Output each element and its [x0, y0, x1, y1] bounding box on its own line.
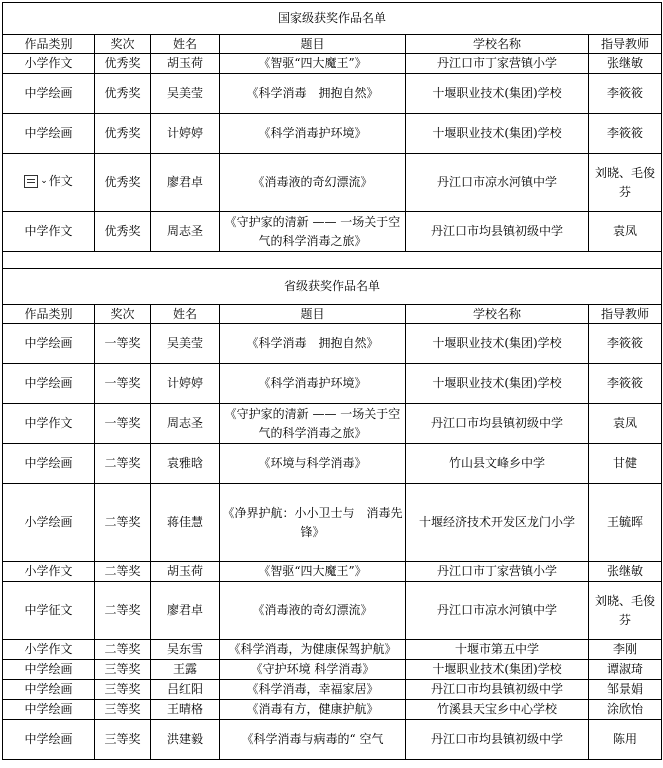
provincial-title: 省级获奖作品名单 — [3, 269, 662, 305]
cell-name: 胡玉荷 — [151, 54, 220, 74]
cell-teacher: 涂欣怡 — [589, 700, 662, 720]
cell-topic: 《科学消毒护环境》 — [220, 114, 406, 154]
column-header: 奖次 — [95, 305, 151, 324]
table-row — [3, 720, 662, 760]
provincial-header-row — [3, 305, 662, 324]
cell-award: 一等奖 — [95, 324, 151, 364]
cell-award: 优秀奖 — [95, 212, 151, 252]
cell-name: 王露 — [151, 660, 220, 680]
awards-table — [2, 2, 662, 760]
cell-school: 丹江口市凉水河镇中学 — [406, 154, 589, 212]
cell-award: 二等奖 — [95, 444, 151, 484]
cell-teacher: 甘健 — [589, 444, 662, 484]
cell-school: 竹山县文峰乡中学 — [406, 444, 589, 484]
cell-teacher: 邹景娟 — [589, 680, 662, 700]
cell-name: 吴东雪 — [151, 640, 220, 660]
cell-teacher: 陈用 — [589, 720, 662, 760]
table-row — [3, 660, 662, 680]
cell-school: 丹江口市均县镇初级中学 — [406, 680, 589, 700]
cell-topic: 《净界护航：小小卫士与 消毒先锋》 — [220, 484, 406, 562]
cell-topic: 《消毒液的奇幻漂流》 — [220, 154, 406, 212]
column-header: 姓名 — [151, 305, 220, 324]
cell-teacher: 李筱筱 — [589, 114, 662, 154]
cell-school: 丹江口市均县镇初级中学 — [406, 720, 589, 760]
cell-cat: 小学作文 — [3, 640, 95, 660]
table-row — [3, 404, 662, 444]
cell-name: 周志圣 — [151, 212, 220, 252]
national-title-row — [3, 3, 662, 35]
cell-award: 二等奖 — [95, 484, 151, 562]
cell-cat: 中学绘画 — [3, 324, 95, 364]
table-row — [3, 444, 662, 484]
cell-school: 竹溪县天宝乡中心学校 — [406, 700, 589, 720]
cell-school: 丹江口市均县镇初级中学 — [406, 212, 589, 252]
table-row — [3, 484, 662, 562]
cell-name: 廖君卓 — [151, 154, 220, 212]
table-row — [3, 582, 662, 640]
cell-teacher: 李筱筱 — [589, 74, 662, 114]
cell-topic: 《科学消毒，幸福家居》 — [220, 680, 406, 700]
cell-cat: 中学作文 — [3, 212, 95, 252]
table-row — [3, 212, 662, 252]
cell-name: 胡玉荷 — [151, 562, 220, 582]
cell-award: 二等奖 — [95, 562, 151, 582]
table-row — [3, 680, 662, 700]
column-header: 指导教师 — [589, 35, 662, 54]
cell-cat: 中学征文 — [3, 582, 95, 640]
cell-award: 一等奖 — [95, 364, 151, 404]
cell-cat: 小学绘画 — [3, 484, 95, 562]
cell-topic: 《智驱“四大魔王”》 — [220, 562, 406, 582]
cell-school: 十堰职业技术(集团)学校 — [406, 74, 589, 114]
cell-topic: 《守护家的清新 —— 一场关于空气的科学消毒之旅》 — [220, 404, 406, 444]
cell-cat — [3, 154, 95, 212]
cell-school: 十堰职业技术(集团)学校 — [406, 324, 589, 364]
cell-name: 洪建毅 — [151, 720, 220, 760]
cell-cat: 小学作文 — [3, 562, 95, 582]
cell-name: 廖君卓 — [151, 582, 220, 640]
provincial-title-row — [3, 269, 662, 305]
cell-teacher: 李刚 — [589, 640, 662, 660]
cell-topic: 《消毒有方，健康护航》 — [220, 700, 406, 720]
cell-award: 优秀奖 — [95, 74, 151, 114]
cell-award: 三等奖 — [95, 660, 151, 680]
cell-school: 丹江口市丁家营镇小学 — [406, 54, 589, 74]
section-gap — [3, 252, 662, 269]
cell-cat: 中学绘画 — [3, 680, 95, 700]
cell-cat: 中学绘画 — [3, 660, 95, 680]
cell-school: 丹江口市丁家营镇小学 — [406, 562, 589, 582]
cell-topic: 《科学消毒 拥抱自然》 — [220, 74, 406, 114]
national-title: 国家级获奖作品名单 — [3, 3, 662, 35]
section-gap-cell — [3, 252, 662, 269]
cell-teacher: 刘晓、毛俊芬 — [589, 582, 662, 640]
cell-award: 一等奖 — [95, 404, 151, 444]
cell-name: 袁雅晗 — [151, 444, 220, 484]
cell-cat: 中学作文 — [3, 404, 95, 444]
cell-school: 十堰经济技术开发区龙门小学 — [406, 484, 589, 562]
cell-name: 王晴格 — [151, 700, 220, 720]
cell-teacher: 谭淑琦 — [589, 660, 662, 680]
cell-school: 丹江口市凉水河镇中学 — [406, 582, 589, 640]
cell-topic: 《守护家的清新 —— 一场关于空气的科学消毒之旅》 — [220, 212, 406, 252]
column-header: 作品类别 — [3, 35, 95, 54]
chevron-down-icon[interactable]: ⌄ — [40, 175, 48, 186]
table-row — [3, 74, 662, 114]
cell-teacher: 李筱筱 — [589, 364, 662, 404]
cell-topic: 《科学消毒与病毒的“ 空气 — [220, 720, 406, 760]
cell-name: 蒋佳慧 — [151, 484, 220, 562]
cell-school: 十堰职业技术(集团)学校 — [406, 114, 589, 154]
cell-topic: 《科学消毒，为健康保驾护航》 — [220, 640, 406, 660]
cell-cat: 中学绘画 — [3, 74, 95, 114]
cell-topic: 《守护环境 科学消毒》 — [220, 660, 406, 680]
column-header: 学校名称 — [406, 35, 589, 54]
cell-award: 优秀奖 — [95, 54, 151, 74]
cell-cat: 小学作文 — [3, 54, 95, 74]
cell-award: 三等奖 — [95, 720, 151, 760]
cell-award: 二等奖 — [95, 640, 151, 660]
cell-teacher: 张继敏 — [589, 54, 662, 74]
cell-teacher: 张继敏 — [589, 562, 662, 582]
cell-cat: 中学绘画 — [3, 444, 95, 484]
cell-school: 十堰职业技术(集团)学校 — [406, 660, 589, 680]
cell-award: 优秀奖 — [95, 154, 151, 212]
table-row — [3, 154, 662, 212]
column-header: 姓名 — [151, 35, 220, 54]
national-header-row — [3, 35, 662, 54]
cell-school: 十堰市第五中学 — [406, 640, 589, 660]
table-row — [3, 324, 662, 364]
column-header: 题目 — [220, 35, 406, 54]
cell-cat-text: 作文 — [48, 173, 73, 188]
cell-name: 周志圣 — [151, 404, 220, 444]
cell-cat: 中学绘画 — [3, 114, 95, 154]
cell-teacher: 刘晓、毛俊芬 — [589, 154, 662, 212]
table-row — [3, 364, 662, 404]
cell-name: 吴美莹 — [151, 324, 220, 364]
column-header: 奖次 — [95, 35, 151, 54]
cell-school: 丹江口市均县镇初级中学 — [406, 404, 589, 444]
column-header: 指导教师 — [589, 305, 662, 324]
cell-topic: 《科学消毒 拥抱自然》 — [220, 324, 406, 364]
cell-award: 优秀奖 — [95, 114, 151, 154]
column-header: 作品类别 — [3, 305, 95, 324]
cell-topic: 《环境与科学消毒》 — [220, 444, 406, 484]
layout-options-icon[interactable] — [24, 175, 38, 188]
cell-name: 计婷婷 — [151, 364, 220, 404]
cell-teacher: 李筱筱 — [589, 324, 662, 364]
cell-format-widget[interactable] — [24, 172, 73, 191]
cell-name: 吴美莹 — [151, 74, 220, 114]
cell-teacher: 袁凤 — [589, 404, 662, 444]
column-header: 题目 — [220, 305, 406, 324]
cell-name: 计婷婷 — [151, 114, 220, 154]
cell-topic: 《智驱“四大魔王”》 — [220, 54, 406, 74]
table-row — [3, 700, 662, 720]
table-row — [3, 640, 662, 660]
table-row — [3, 114, 662, 154]
cell-award: 三等奖 — [95, 680, 151, 700]
cell-topic: 《消毒液的奇幻漂流》 — [220, 582, 406, 640]
cell-topic: 《科学消毒护环境》 — [220, 364, 406, 404]
cell-teacher: 王毓晖 — [589, 484, 662, 562]
cell-award: 三等奖 — [95, 700, 151, 720]
cell-cat: 中学绘画 — [3, 364, 95, 404]
table-row — [3, 54, 662, 74]
cell-award: 二等奖 — [95, 582, 151, 640]
cell-cat: 中学绘画 — [3, 720, 95, 760]
table-row — [3, 562, 662, 582]
cell-school: 十堰职业技术(集团)学校 — [406, 364, 589, 404]
cell-cat: 中学绘画 — [3, 700, 95, 720]
cell-name: 吕红阳 — [151, 680, 220, 700]
column-header: 学校名称 — [406, 305, 589, 324]
cell-teacher: 袁凤 — [589, 212, 662, 252]
